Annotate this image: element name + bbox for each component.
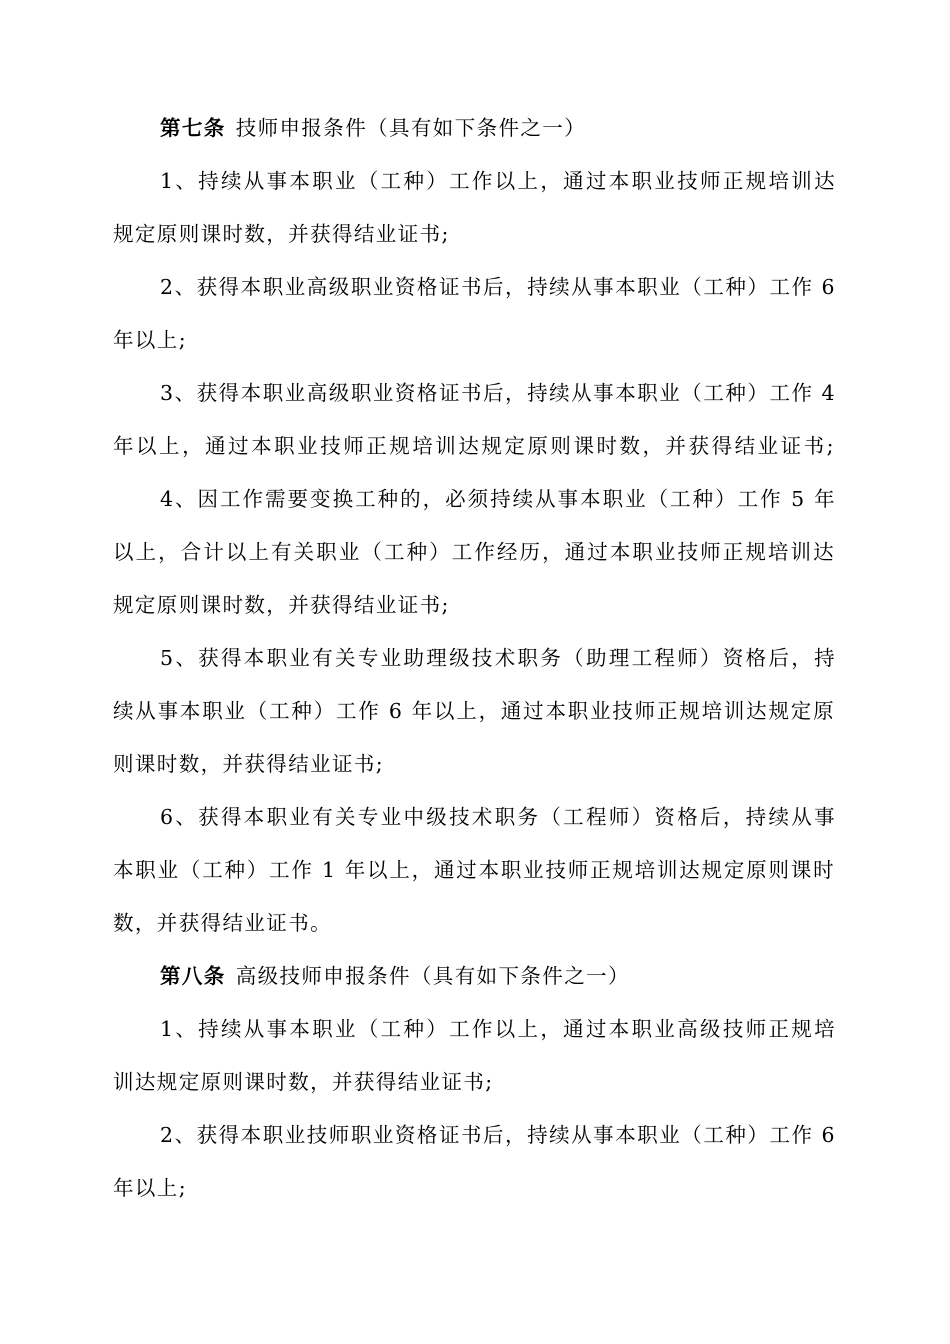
article-7-item-6-line-2: 本职业（工种）工作 1 年以上，通过本职业技师正规培训达规定原则课时 xyxy=(113,858,835,882)
article-7-item-4-line-1: 4、因工作需要变换工种的，必须持续从事本职业（工种）工作 5 年 xyxy=(160,487,836,511)
article-7-title: 技师申报条件（具有如下条件之一） xyxy=(235,116,587,140)
article-7-item-3-line-1: 3、获得本职业高级职业资格证书后，持续从事本职业（工种）工作 4 xyxy=(160,381,836,405)
article-7-item-3-line-2: 年以上，通过本职业技师正规培训达规定原则课时数，并获得结业证书; xyxy=(113,434,835,458)
article-7-item-4-line-3: 规定原则课时数，并获得结业证书; xyxy=(113,593,450,617)
article-7-item-5-line-1: 5、获得本职业有关专业助理级技术职务（助理工程师）资格后，持 xyxy=(160,646,836,670)
article-8-item-2-line-2: 年以上; xyxy=(113,1176,188,1200)
article-8-item-1-line-2: 训达规定原则课时数，并获得结业证书; xyxy=(113,1070,494,1094)
article-7-heading xyxy=(160,112,836,144)
article-7-item-2-line-2: 年以上; xyxy=(113,328,188,352)
article-7-item-6-line-1: 6、获得本职业有关专业中级技术职务（工程师）资格后，持续从事 xyxy=(160,805,836,829)
article-8-title: 高级技师申报条件（具有如下条件之一） xyxy=(235,964,630,988)
article-8-label: 第八条 xyxy=(160,964,226,988)
article-8-item-1-line-1: 1、持续从事本职业（工种）工作以上，通过本职业高级技师正规培 xyxy=(160,1017,836,1041)
article-7-item-5-line-3: 则课时数，并获得结业证书; xyxy=(113,752,385,776)
article-8-item-2-line-1: 2、获得本职业技师职业资格证书后，持续从事本职业（工种）工作 6 xyxy=(160,1123,836,1147)
article-7-item-5-line-2: 续从事本职业（工种）工作 6 年以上，通过本职业技师正规培训达规定原 xyxy=(113,699,835,723)
article-7-item-1-line-2: 规定原则课时数，并获得结业证书; xyxy=(113,222,450,246)
article-7-item-2-line-1: 2、获得本职业高级职业资格证书后，持续从事本职业（工种）工作 6 xyxy=(160,275,836,299)
article-7-item-6-line-3: 数，并获得结业证书。 xyxy=(113,911,332,935)
article-7-item-4-line-2: 以上，合计以上有关职业（工种）工作经历，通过本职业技师正规培训达 xyxy=(113,540,835,564)
article-7-item-1-line-1: 1、持续从事本职业（工种）工作以上，通过本职业技师正规培训达 xyxy=(160,169,836,193)
article-8-heading xyxy=(160,960,836,992)
article-7-label: 第七条 xyxy=(160,116,226,140)
